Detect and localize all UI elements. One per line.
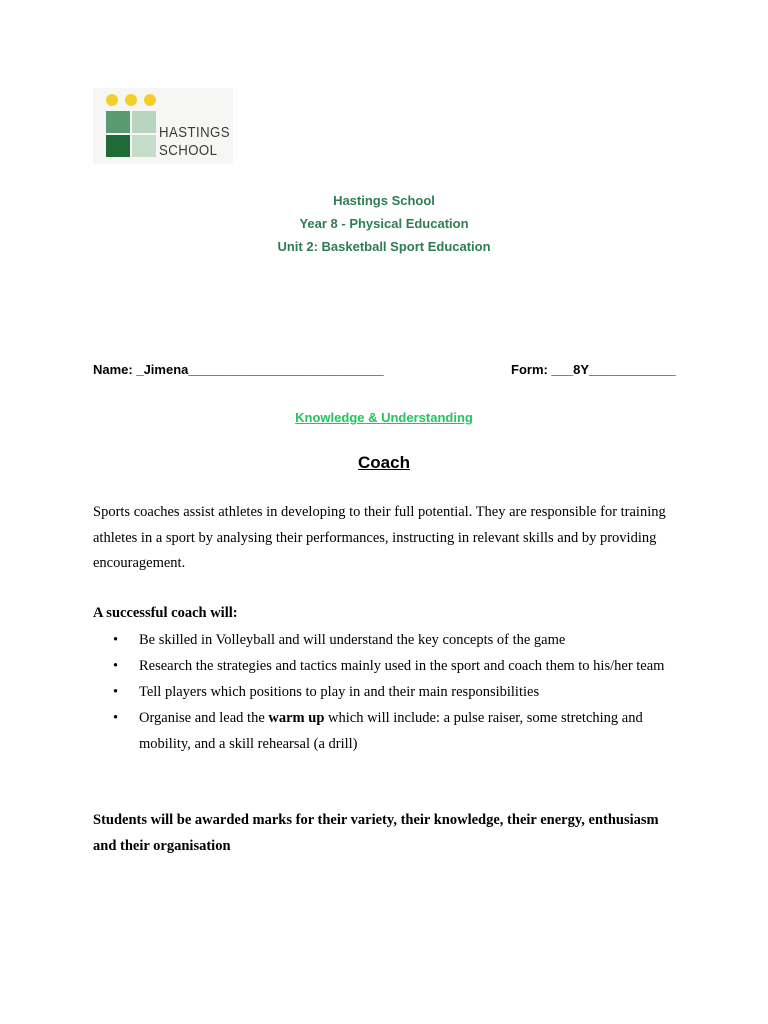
list-item-text: Be skilled in Volleyball and will understand the key concepts of the game: [139, 632, 566, 648]
list-item: [93, 653, 683, 679]
logo-line-1: HASTINGS: [159, 124, 231, 141]
logo-square: [132, 135, 156, 157]
unit-title: Unit 2: Basketball Sport Education: [277, 239, 491, 254]
school-name: Hastings School: [333, 193, 435, 208]
logo-square: [106, 111, 130, 133]
list-item: [93, 705, 683, 757]
logo-wordmark: [159, 124, 230, 160]
list-item-text: Organise and lead the: [139, 710, 269, 726]
bullet-icon: •: [113, 658, 119, 674]
list-item: [93, 679, 683, 705]
year-subject: Year 8 - Physical Education: [299, 216, 469, 231]
logo-dot: [106, 94, 118, 106]
logo-line-2: SCHOOL: [159, 142, 218, 159]
bullet-icon: •: [113, 632, 119, 648]
logo-square: [106, 135, 130, 157]
assessment-note: Students will be awarded marks for their variety, their knowledge, their energy, enthusiasm and their organisation: [93, 812, 659, 854]
list-item-text: Research the strategies and tactics mainly used in the sport and coach them to his/her team: [139, 658, 665, 674]
coach-duties-list: [93, 627, 683, 757]
bullet-icon: •: [113, 710, 119, 726]
intro-paragraph: Sports coaches assist athletes in developing to their full potential. They are responsible for training athletes in a sport by analysing their performances, instructing in relevant skills and by providing encouragement.: [93, 504, 666, 571]
logo-dot: [125, 94, 137, 106]
list-item-text: which will include: a pulse raiser, some stretching and mobility, and a skill rehearsal (a drill): [139, 710, 643, 752]
name-field: Name: _Jimena___________________________: [93, 362, 384, 377]
section-title: Knowledge & Understanding: [295, 410, 473, 425]
logo-square: [132, 111, 156, 133]
school-logo: [93, 88, 233, 164]
logo-dot: [144, 94, 156, 106]
list-item: [93, 627, 683, 653]
bullet-icon: •: [113, 684, 119, 700]
list-item-emphasis: warm up: [268, 710, 325, 726]
list-item-text: Tell players which positions to play in and their main responsibilities: [139, 684, 540, 700]
form-field: Form: ___8Y____________: [511, 362, 676, 377]
page-heading: Coach: [358, 453, 410, 472]
list-subheading: A successful coach will:: [93, 605, 238, 621]
